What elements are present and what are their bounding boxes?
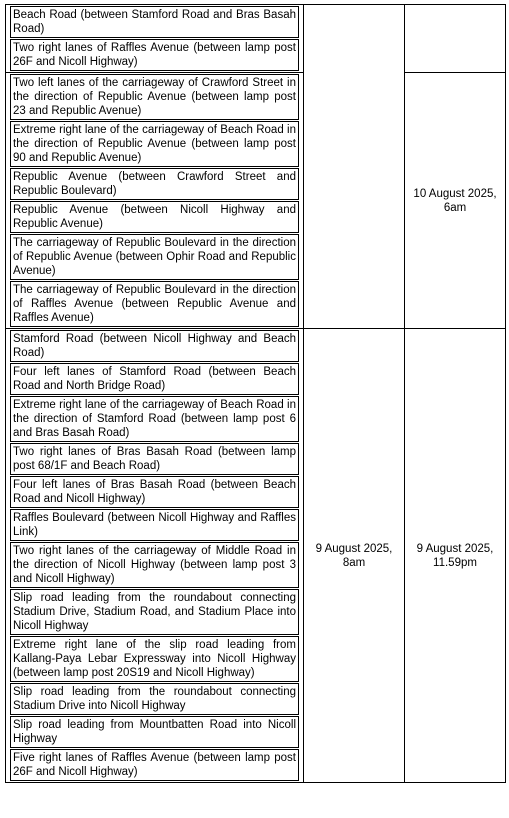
- road-item: Beach Road (between Stamford Road and Bras Basah Road): [10, 6, 299, 38]
- road-item: Slip road leading from the roundabout connecting Stadium Drive, Stadium Road, and Stadium Place into Nicoll Highway: [10, 589, 299, 635]
- road-item: The carriageway of Republic Boulevard in the direction of Raffles Avenue (between Republic Avenue and Raffles Avenue): [10, 281, 299, 327]
- road-list-cell: [6, 73, 304, 329]
- end-time-cell: 9 August 2025, 11.59pm: [405, 329, 506, 783]
- start-time-cell: 9 August 2025, 8am: [304, 329, 405, 783]
- end-time-cell: [405, 5, 506, 73]
- road-item: Four left lanes of Stamford Road (between Beach Road and North Bridge Road): [10, 363, 299, 395]
- road-item: Two left lanes of the carriageway of Crawford Street in the direction of Republic Avenue (between lamp post 23 and Republic Avenue): [10, 74, 299, 120]
- road-item: Raffles Boulevard (between Nicoll Highway and Raffles Link): [10, 509, 299, 541]
- road-item: Extreme right lane of the carriageway of Beach Road in the direction of Republic Avenue (between lamp post 90 and Republic Avenue): [10, 121, 299, 167]
- road-list-cell: [6, 5, 304, 73]
- road-item: Five right lanes of Raffles Avenue (between lamp post 26F and Nicoll Highway): [10, 749, 299, 781]
- road-closure-table-wrapper: [5, 4, 505, 783]
- end-time-cell: 10 August 2025, 6am: [405, 73, 506, 329]
- road-item: Republic Avenue (between Crawford Street and Republic Boulevard): [10, 168, 299, 200]
- road-item: Slip road leading from the roundabout connecting Stadium Drive into Nicoll Highway: [10, 683, 299, 715]
- table-row: [6, 329, 506, 783]
- road-list-cell: [6, 329, 304, 783]
- road-item: Stamford Road (between Nicoll Highway and Beach Road): [10, 330, 299, 362]
- road-item: Slip road leading from Mountbatten Road into Nicoll Highway: [10, 716, 299, 748]
- road-item: Two right lanes of Bras Basah Road (between lamp post 68/1F and Beach Road): [10, 443, 299, 475]
- start-time-cell: [304, 5, 405, 329]
- road-item: Extreme right lane of the carriageway of Beach Road in the direction of Stamford Road (between lamp post 6 and Bras Basah Road): [10, 396, 299, 442]
- table-row: [6, 5, 506, 73]
- road-item: Two right lanes of Raffles Avenue (between lamp post 26F and Nicoll Highway): [10, 39, 299, 71]
- road-item: Extreme right lane of the slip road leading from Kallang-Paya Lebar Expressway into Nicoll Highway (between lamp post 20S19 and Nicoll Highway): [10, 636, 299, 682]
- road-item: Republic Avenue (between Nicoll Highway and Republic Avenue): [10, 201, 299, 233]
- table-row: [6, 73, 506, 329]
- road-item: The carriageway of Republic Boulevard in the direction of Republic Avenue (between Ophir Road and Republic Avenue): [10, 234, 299, 280]
- road-item: Four left lanes of Bras Basah Road (between Beach Road and Nicoll Highway): [10, 476, 299, 508]
- road-item: Two right lanes of the carriageway of Middle Road in the direction of Nicoll Highway (between lamp post 3 and Nicoll Highway): [10, 542, 299, 588]
- road-closure-table: [5, 4, 506, 783]
